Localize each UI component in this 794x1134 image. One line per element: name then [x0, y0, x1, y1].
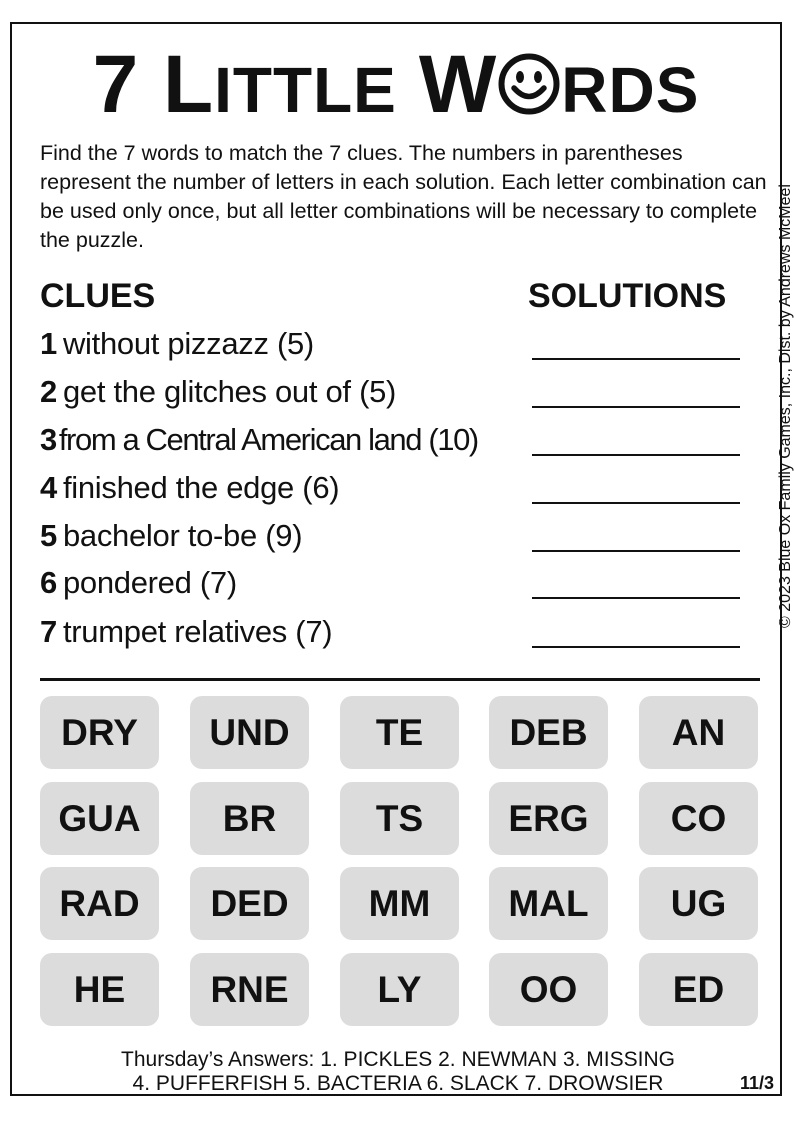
instructions: Find the 7 words to match the 7 clues. The numbers in parentheses represent the number of letters in each solution. Each letter combination can be used only once, but all letter combinations will be necessary to complete the puzzle.: [40, 141, 767, 252]
letter-tile[interactable]: ERG: [489, 782, 608, 855]
clue-number: 7: [40, 614, 57, 649]
letter-tile[interactable]: GUA: [40, 782, 159, 855]
clue-text: trumpet relatives (7): [62, 614, 333, 649]
clue-3: [40, 422, 478, 458]
letter-tile[interactable]: HE: [40, 953, 159, 1026]
letter-tile[interactable]: DED: [190, 867, 309, 940]
solution-blank-2[interactable]: [532, 406, 740, 408]
letter-tile[interactable]: ED: [639, 953, 758, 1026]
solutions-heading: SOLUTIONS: [528, 277, 727, 315]
letter-tile[interactable]: OO: [489, 953, 608, 1026]
solution-blank-1[interactable]: [532, 358, 740, 360]
title-part-1: 7 L: [92, 39, 215, 130]
letter-tile[interactable]: DRY: [40, 696, 159, 769]
solution-blank-5[interactable]: [532, 550, 740, 552]
clue-number: 3: [40, 422, 56, 457]
letter-tile[interactable]: DEB: [489, 696, 608, 769]
clue-1: [40, 326, 314, 362]
letter-tile[interactable]: RNE: [190, 953, 309, 1026]
letter-tile[interactable]: TS: [340, 782, 459, 855]
clue-2: [40, 374, 396, 410]
clue-number: 4: [40, 470, 57, 505]
clues-heading: CLUES: [40, 277, 156, 315]
clue-number: 1: [40, 326, 57, 361]
title-part-3: W: [418, 39, 498, 130]
solution-blank-7[interactable]: [532, 646, 740, 648]
letter-tile[interactable]: RAD: [40, 867, 159, 940]
clue-text: pondered (7): [62, 565, 237, 600]
title-part-4: RDS: [561, 54, 700, 126]
clue-4: [40, 470, 339, 506]
letter-tile[interactable]: BR: [190, 782, 309, 855]
clue-text: without pizzazz (5): [62, 326, 314, 361]
letter-tile[interactable]: TE: [340, 696, 459, 769]
solution-blank-6[interactable]: [532, 597, 740, 599]
puzzle-frame: [10, 22, 794, 1096]
clue-number: 5: [40, 518, 57, 553]
clue-6: [40, 565, 237, 601]
previous-answers-line-2: 4. PUFFERFISH 5. BACTERIA 6. SLACK 7. DROWSIER: [132, 1072, 664, 1095]
letter-tile[interactable]: UG: [639, 867, 758, 940]
letter-tile[interactable]: MAL: [489, 867, 608, 940]
letter-tile[interactable]: MM: [340, 867, 459, 940]
solution-blank-4[interactable]: [532, 502, 740, 504]
solution-blank-3[interactable]: [532, 454, 740, 456]
puzzle-date: 11/3: [740, 1073, 775, 1093]
letter-tile[interactable]: AN: [639, 696, 758, 769]
clue-number: 2: [40, 374, 57, 409]
divider: [40, 678, 760, 681]
puzzle-title: [12, 39, 780, 130]
title-part-2: ITTLE: [214, 54, 397, 126]
letter-tile[interactable]: LY: [340, 953, 459, 1026]
clue-7: [40, 614, 332, 650]
letter-tile[interactable]: CO: [639, 782, 758, 855]
letter-tile[interactable]: UND: [190, 696, 309, 769]
clue-5: [40, 518, 302, 554]
previous-answers-line-1: Thursday’s Answers: 1. PICKLES 2. NEWMAN 3. MISSING: [121, 1048, 675, 1071]
smiley-face-icon: [498, 53, 560, 115]
copyright-notice: © 2023 Blue Ox Family Games, Inc., Dist. by Andrews McMeel: [777, 184, 794, 628]
clue-text: get the glitches out of (5): [62, 374, 397, 409]
clue-number: 6: [40, 565, 57, 600]
clue-text: from a Central American land (10): [58, 422, 478, 457]
clue-text: finished the edge (6): [62, 470, 340, 505]
clue-text: bachelor to-be (9): [62, 518, 303, 553]
